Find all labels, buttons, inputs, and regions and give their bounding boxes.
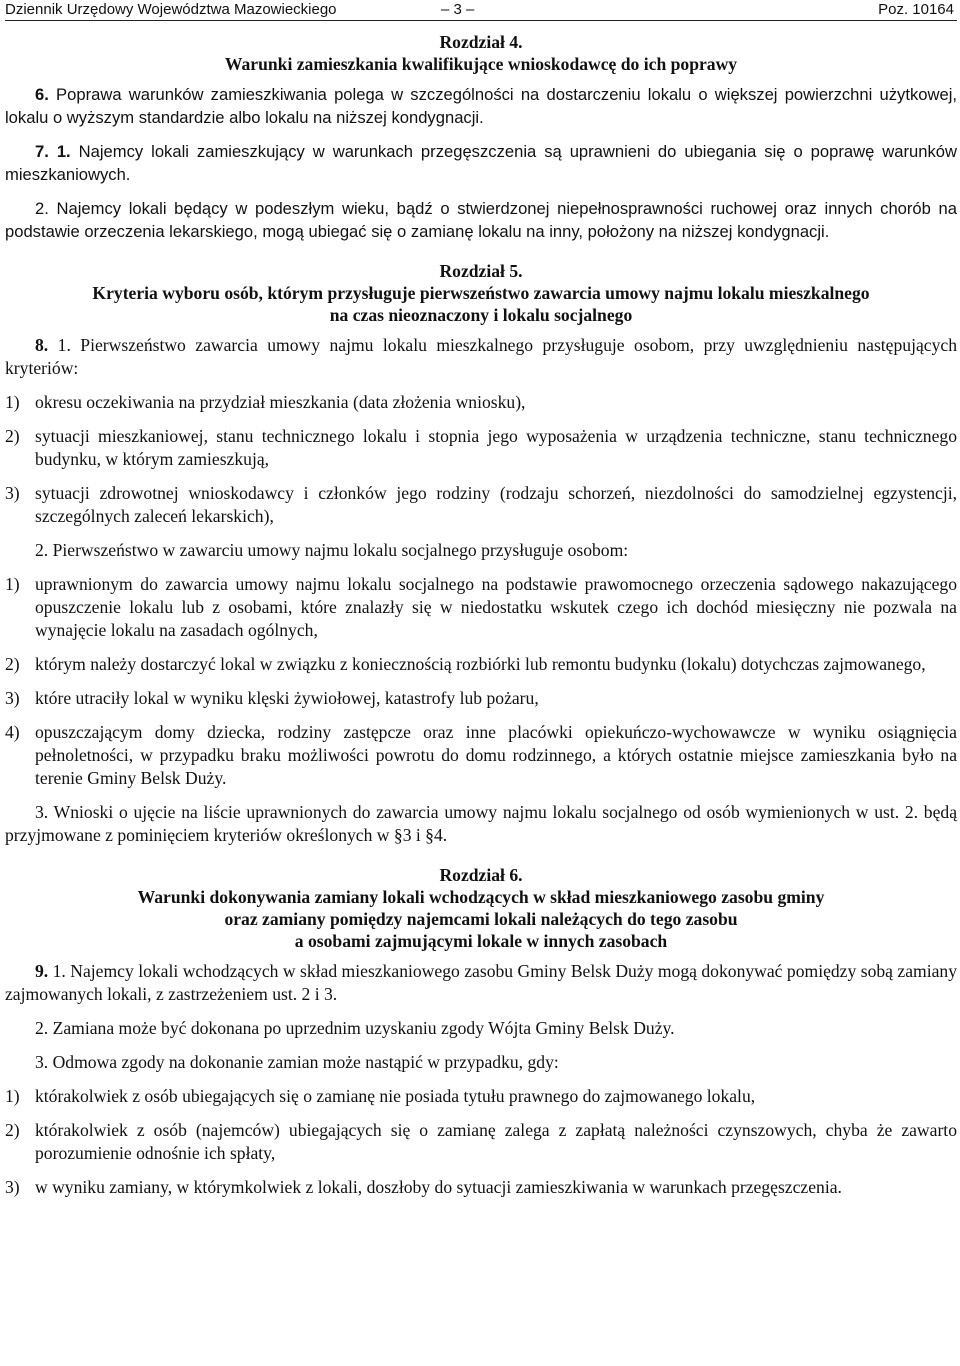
list-item bbox=[5, 425, 957, 471]
page-header bbox=[5, 0, 957, 21]
chapter-5-number: Rozdział 5. bbox=[439, 261, 523, 281]
chapter-4-title: Warunki zamieszkania kwalifikujące wnioskodawcę do ich poprawy bbox=[224, 54, 738, 74]
chapter-5-title-line-2: na czas nieoznaczony i lokalu socjalnego bbox=[329, 305, 633, 325]
list-item bbox=[5, 391, 957, 414]
list-item-text: które utraciły lokal w wyniku klęski żywiołowej, katastrofy lub pożaru, bbox=[35, 688, 539, 708]
list-item bbox=[5, 573, 957, 642]
list-item-number: 1) bbox=[5, 574, 20, 594]
section-8-para-1-text: Pierwszeństwo zawarcia umowy najmu lokalu mieszkalnego przysługuje osobom, przy uwzględnieniu następujących kryteriów: bbox=[5, 335, 957, 378]
list-item-text: opuszczającym domy dziecka, rodziny zastępcze oraz inne placówki opiekuńczo-wychowawcze w wyniku osiągnięcia pełnoletności, w przypadku braku możliwości powrotu do domu rodzinnego, a których ostatnie miejsce zamieszkania było na terenie Gminy Belsk Duży. bbox=[35, 722, 957, 788]
list-item-number: 3) bbox=[5, 688, 20, 708]
section-7-para-1-number: 1. bbox=[56, 142, 71, 161]
list-item-number: 2) bbox=[5, 426, 20, 446]
section-9-para-1-text: 1. Najemcy lokali wchodzących w skład mieszkaniowego zasobu Gminy Belsk Duży mogą dokonywać pomiędzy sobą zamiany zajmowanych lokali, z zastrzeżeniem ust. 2 i 3. bbox=[5, 961, 957, 1004]
list-item-text: okresu oczekiwania na przydział mieszkania (data złożenia wniosku), bbox=[35, 392, 526, 412]
section-9-para-3: 3. Odmowa zgody na dokonanie zamian może nastąpić w przypadku, gdy: bbox=[35, 1052, 559, 1072]
list-item bbox=[5, 1085, 957, 1108]
section-9-para-1 bbox=[5, 960, 957, 1006]
section-8-number: 8. bbox=[35, 335, 49, 355]
journal-name: Dziennik Urzędowy Województwa Mazowieckiego bbox=[5, 1, 337, 18]
section-8-para-1 bbox=[5, 334, 957, 380]
list-item-number: 4) bbox=[5, 722, 20, 742]
list-item-text: którym należy dostarczyć lokal w związku z koniecznością rozbiórki lub remontu budynku (lokalu) dotychczas zajmowanego, bbox=[35, 654, 926, 674]
list-item-text: którakolwiek z osób (najemców) ubiegających się o zamianę zalega z zapłatą należności czynszowych, chyba że zawarto porozumienie odnośnie ich spłaty, bbox=[35, 1120, 957, 1163]
section-7-para-2-text: Najemcy lokali będący w podeszłym wieku, bądź o stwierdzonej niepełnosprawności ruchowej oraz innych chorób na podstawie orzeczenia lekarskiego, mogą ubiegać się o zamianę lokalu na inny, położony na niższej kondygnacji. bbox=[5, 199, 957, 241]
section-6-number: 6. bbox=[35, 85, 49, 104]
chapter-6-title-line-1: Warunki dokonywania zamiany lokali wchodzących w skład mieszkaniowego zasobu gminy bbox=[137, 887, 825, 907]
section-7-para-2-number: 2. bbox=[35, 199, 49, 218]
chapter-5-title-line-1: Kryteria wyboru osób, którym przysługuje pierwszeństwo zawarcia umowy najmu lokalu mieszkalnego bbox=[92, 283, 870, 303]
chapter-4-number: Rozdział 4. bbox=[439, 32, 523, 52]
section-7-para-2 bbox=[5, 197, 957, 243]
section-7-para-1 bbox=[5, 140, 957, 186]
list-item bbox=[5, 1176, 957, 1199]
page-number: – 3 – bbox=[441, 1, 475, 18]
list-item-number: 1) bbox=[5, 392, 20, 412]
list-item-text: sytuacji mieszkaniowej, stanu technicznego lokalu i stopnia jego wyposażenia w urządzenia techniczne, stanu technicznego budynku, w którym zamieszkują, bbox=[35, 426, 957, 469]
list-item-number: 2) bbox=[5, 654, 20, 674]
list-item-text: którakolwiek z osób ubiegających się o zamianę nie posiada tytułu prawnego do zajmowanego lokalu, bbox=[35, 1086, 756, 1106]
section-7-para-1-text: Najemcy lokali zamieszkujący w warunkach przegęszczenia są uprawnieni do ubiegania się o poprawę warunków mieszkaniowych. bbox=[5, 142, 957, 184]
chapter-6-title-line-2: oraz zamiany pomiędzy najemcami lokali należących do tego zasobu bbox=[224, 909, 738, 929]
list-item-number: 3) bbox=[5, 1177, 20, 1197]
list-item-text: sytuacji zdrowotnej wnioskodawcy i członków jego rodziny (rodzaju schorzeń, niezdolności do samodzielnej egzystencji, szczególnych zaleceń lekarskich), bbox=[35, 483, 957, 526]
list-item-text: w wyniku zamiany, w którymkolwiek z lokali, doszłoby do sytuacji zamieszkiwania w warunkach przegęszczenia. bbox=[35, 1177, 842, 1197]
list-item bbox=[5, 687, 957, 710]
list-item-text: uprawnionym do zawarcia umowy najmu lokalu socjalnego na podstawie prawomocnego orzeczenia sądowego nakazującego opuszczenie lokalu lub z osobami, które znalazły się w niedostatku wskutek czego ich dochód miesięczny nie pozwala na wynajęcie lokalu na zasadach ogólnych, bbox=[35, 574, 957, 640]
list-item bbox=[5, 721, 957, 790]
list-item bbox=[5, 653, 957, 676]
position-number: Poz. 10164 bbox=[878, 1, 954, 18]
chapter-6-title bbox=[5, 886, 957, 952]
section-9-number: 9. bbox=[35, 961, 49, 981]
chapter-6-title-line-3: a osobami zajmującymi lokale w innych zasobach bbox=[294, 931, 668, 951]
chapter-5-title bbox=[5, 282, 957, 326]
chapter-6-number: Rozdział 6. bbox=[439, 865, 523, 885]
section-8-para-1-number: 1. bbox=[57, 335, 71, 355]
list-item-number: 2) bbox=[5, 1120, 20, 1140]
list-item-number: 3) bbox=[5, 483, 20, 503]
section-9-para-2: 2. Zamiana może być dokonana po uprzednim uzyskaniu zgody Wójta Gminy Belsk Duży. bbox=[35, 1018, 675, 1038]
list-item bbox=[5, 1119, 957, 1165]
section-8-para-2: 2. Pierwszeństwo w zawarciu umowy najmu lokalu socjalnego przysługuje osobom: bbox=[35, 540, 629, 560]
section-6 bbox=[5, 83, 957, 129]
section-6-text: Poprawa warunków zamieszkiwania polega w szczególności na dostarczeniu lokalu o większej powierzchni użytkowej, lokalu o wyższym standardzie albo lokalu na niższej kondygnacji. bbox=[5, 85, 957, 127]
section-8-para-3: 3. Wnioski o ujęcie na liście uprawnionych do zawarcia umowy najmu lokalu socjalnego od osób wymienionych w ust. 2. będą przyjmowane z pominięciem kryteriów określonych w §3 i §4. bbox=[5, 802, 957, 845]
list-item-number: 1) bbox=[5, 1086, 20, 1106]
list-item bbox=[5, 482, 957, 528]
section-7-number: 7. bbox=[35, 142, 49, 161]
